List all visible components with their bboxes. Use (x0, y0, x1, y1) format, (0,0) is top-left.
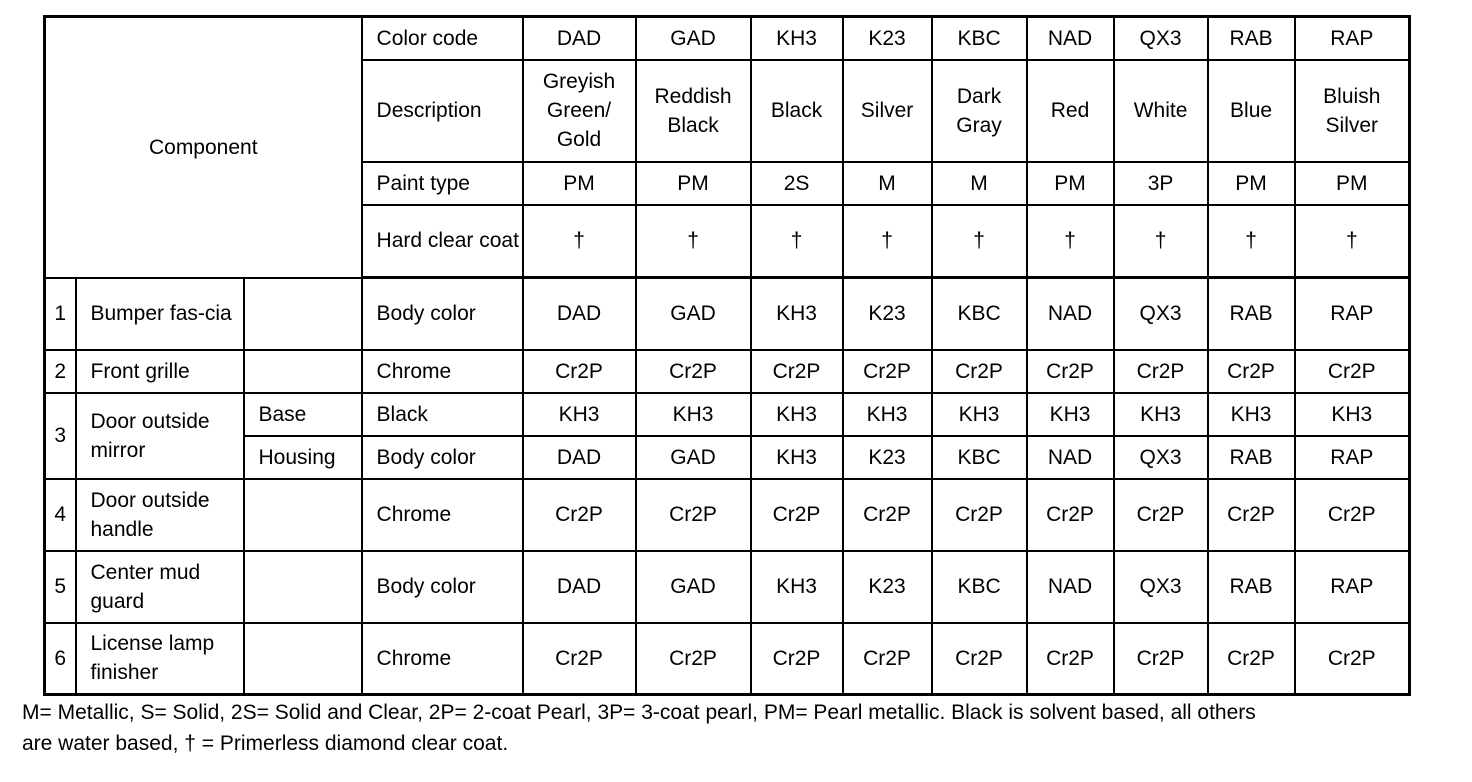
value-cell: RAP (1295, 436, 1410, 479)
header-row-color-code (45, 17, 1410, 60)
value-cell: KH3 (932, 393, 1027, 436)
dagger-cell: † (1295, 205, 1410, 278)
color-code-cell: RAB (1208, 17, 1295, 60)
value-cell: Cr2P (1208, 350, 1295, 393)
value-cell: Cr2P (932, 623, 1027, 695)
value-cell: K23 (843, 278, 932, 350)
value-cell: KH3 (751, 436, 843, 479)
value-cell: Cr2P (1114, 623, 1208, 695)
header-label: Description (362, 60, 523, 162)
finish-label: Body color (362, 436, 523, 479)
value-cell: KH3 (636, 393, 751, 436)
value-cell: NAD (1027, 436, 1114, 479)
color-code-cell: QX3 (1114, 17, 1208, 60)
finish-label: Body color (362, 278, 523, 350)
component-name: Bumper fas-cia (76, 278, 244, 350)
paint-type-cell: 2S (751, 162, 843, 205)
paint-type-cell: PM (523, 162, 636, 205)
dagger-cell: † (1027, 205, 1114, 278)
value-cell: Cr2P (1295, 350, 1410, 393)
header-label: Paint type (362, 162, 523, 205)
dagger-cell: † (932, 205, 1027, 278)
value-cell: Cr2P (932, 479, 1027, 551)
description-cell: Greyish Green/ Gold (523, 60, 636, 162)
value-cell: KH3 (523, 393, 636, 436)
color-code-cell: K23 (843, 17, 932, 60)
table-row (45, 551, 1410, 623)
value-cell: Cr2P (1295, 479, 1410, 551)
table-row (45, 350, 1410, 393)
paint-type-cell: PM (636, 162, 751, 205)
paint-color-table-container (43, 15, 1411, 696)
value-cell: RAP (1295, 278, 1410, 350)
value-cell: K23 (843, 436, 932, 479)
value-cell: DAD (523, 436, 636, 479)
component-header: Component (45, 17, 362, 278)
table-row (45, 278, 1410, 350)
finish-label: Chrome (362, 623, 523, 695)
value-cell: KBC (932, 436, 1027, 479)
value-cell: KH3 (1295, 393, 1410, 436)
value-cell: Cr2P (751, 350, 843, 393)
value-cell: QX3 (1114, 551, 1208, 623)
dagger-cell: † (636, 205, 751, 278)
color-code-cell: DAD (523, 17, 636, 60)
value-cell: RAB (1208, 551, 1295, 623)
dagger-cell: † (1208, 205, 1295, 278)
color-code-cell: NAD (1027, 17, 1114, 60)
value-cell: Cr2P (523, 623, 636, 695)
finish-label: Body color (362, 551, 523, 623)
paint-color-table (43, 15, 1411, 696)
value-cell: KH3 (1114, 393, 1208, 436)
header-label: Hard clear coat (362, 205, 523, 278)
value-cell: KH3 (1208, 393, 1295, 436)
component-sub (244, 350, 362, 393)
value-cell: Cr2P (843, 479, 932, 551)
paint-type-cell: PM (1208, 162, 1295, 205)
row-number: 2 (45, 350, 76, 393)
component-sub (244, 278, 362, 350)
value-cell: Cr2P (1027, 623, 1114, 695)
footnote-line: are water based, † = Primerless diamond clear coat. (22, 732, 509, 755)
value-cell: KH3 (843, 393, 932, 436)
finish-label: Chrome (362, 350, 523, 393)
value-cell: Cr2P (636, 350, 751, 393)
value-cell: Cr2P (523, 479, 636, 551)
value-cell: RAP (1295, 551, 1410, 623)
value-cell: Cr2P (636, 623, 751, 695)
value-cell: GAD (636, 278, 751, 350)
header-label: Color code (362, 17, 523, 60)
component-sub: Housing (244, 436, 362, 479)
row-number: 3 (45, 393, 76, 479)
paint-type-cell: M (932, 162, 1027, 205)
component-name: Door outside handle (76, 479, 244, 551)
value-cell: KH3 (751, 393, 843, 436)
component-name: License lamp finisher (76, 623, 244, 695)
value-cell: Cr2P (636, 479, 751, 551)
table-row (45, 479, 1410, 551)
table-row (45, 436, 1410, 479)
dagger-cell: † (523, 205, 636, 278)
value-cell: RAB (1208, 436, 1295, 479)
color-code-cell: KH3 (751, 17, 843, 60)
value-cell: QX3 (1114, 436, 1208, 479)
description-cell: White (1114, 60, 1208, 162)
color-code-cell: GAD (636, 17, 751, 60)
description-cell: Black (751, 60, 843, 162)
value-cell: K23 (843, 551, 932, 623)
value-cell: Cr2P (751, 479, 843, 551)
component-sub (244, 479, 362, 551)
row-number: 5 (45, 551, 76, 623)
dagger-cell: † (1114, 205, 1208, 278)
paint-type-cell: PM (1295, 162, 1410, 205)
value-cell: Cr2P (1295, 623, 1410, 695)
value-cell: GAD (636, 551, 751, 623)
description-cell: Dark Gray (932, 60, 1027, 162)
value-cell: DAD (523, 278, 636, 350)
component-sub (244, 551, 362, 623)
value-cell: KBC (932, 278, 1027, 350)
description-cell: Silver (843, 60, 932, 162)
component-name: Front grille (76, 350, 244, 393)
paint-type-cell: PM (1027, 162, 1114, 205)
value-cell: Cr2P (1114, 350, 1208, 393)
value-cell: GAD (636, 436, 751, 479)
value-cell: Cr2P (843, 350, 932, 393)
value-cell: Cr2P (1208, 623, 1295, 695)
value-cell: KH3 (1027, 393, 1114, 436)
value-cell: Cr2P (1027, 350, 1114, 393)
value-cell: Cr2P (1114, 479, 1208, 551)
value-cell: Cr2P (751, 623, 843, 695)
color-code-cell: KBC (932, 17, 1027, 60)
value-cell: QX3 (1114, 278, 1208, 350)
value-cell: Cr2P (1208, 479, 1295, 551)
description-cell: Bluish Silver (1295, 60, 1410, 162)
component-name: Door outside mirror (76, 393, 244, 479)
value-cell: NAD (1027, 551, 1114, 623)
footnote (22, 697, 1452, 759)
value-cell: NAD (1027, 278, 1114, 350)
row-number: 4 (45, 479, 76, 551)
table-row (45, 393, 1410, 436)
paint-type-cell: 3P (1114, 162, 1208, 205)
value-cell: Cr2P (932, 350, 1027, 393)
finish-label: Chrome (362, 479, 523, 551)
description-cell: Blue (1208, 60, 1295, 162)
description-cell: Reddish Black (636, 60, 751, 162)
value-cell: Cr2P (1027, 479, 1114, 551)
value-cell: Cr2P (523, 350, 636, 393)
value-cell: DAD (523, 551, 636, 623)
row-number: 6 (45, 623, 76, 695)
description-cell: Red (1027, 60, 1114, 162)
value-cell: KBC (932, 551, 1027, 623)
value-cell: KH3 (751, 551, 843, 623)
footnote-line: M= Metallic, S= Solid, 2S= Solid and Clear, 2P= 2-coat Pearl, 3P= 3-coat pearl, PM= Pearl metallic. Black is solvent based, all others (22, 701, 1256, 724)
value-cell: Cr2P (843, 623, 932, 695)
table-row (45, 623, 1410, 695)
color-code-cell: RAP (1295, 17, 1410, 60)
row-number: 1 (45, 278, 76, 350)
value-cell: KH3 (751, 278, 843, 350)
finish-label: Black (362, 393, 523, 436)
dagger-cell: † (751, 205, 843, 278)
value-cell: RAB (1208, 278, 1295, 350)
component-sub: Base (244, 393, 362, 436)
component-sub (244, 623, 362, 695)
dagger-cell: † (843, 205, 932, 278)
component-name: Center mud guard (76, 551, 244, 623)
paint-type-cell: M (843, 162, 932, 205)
